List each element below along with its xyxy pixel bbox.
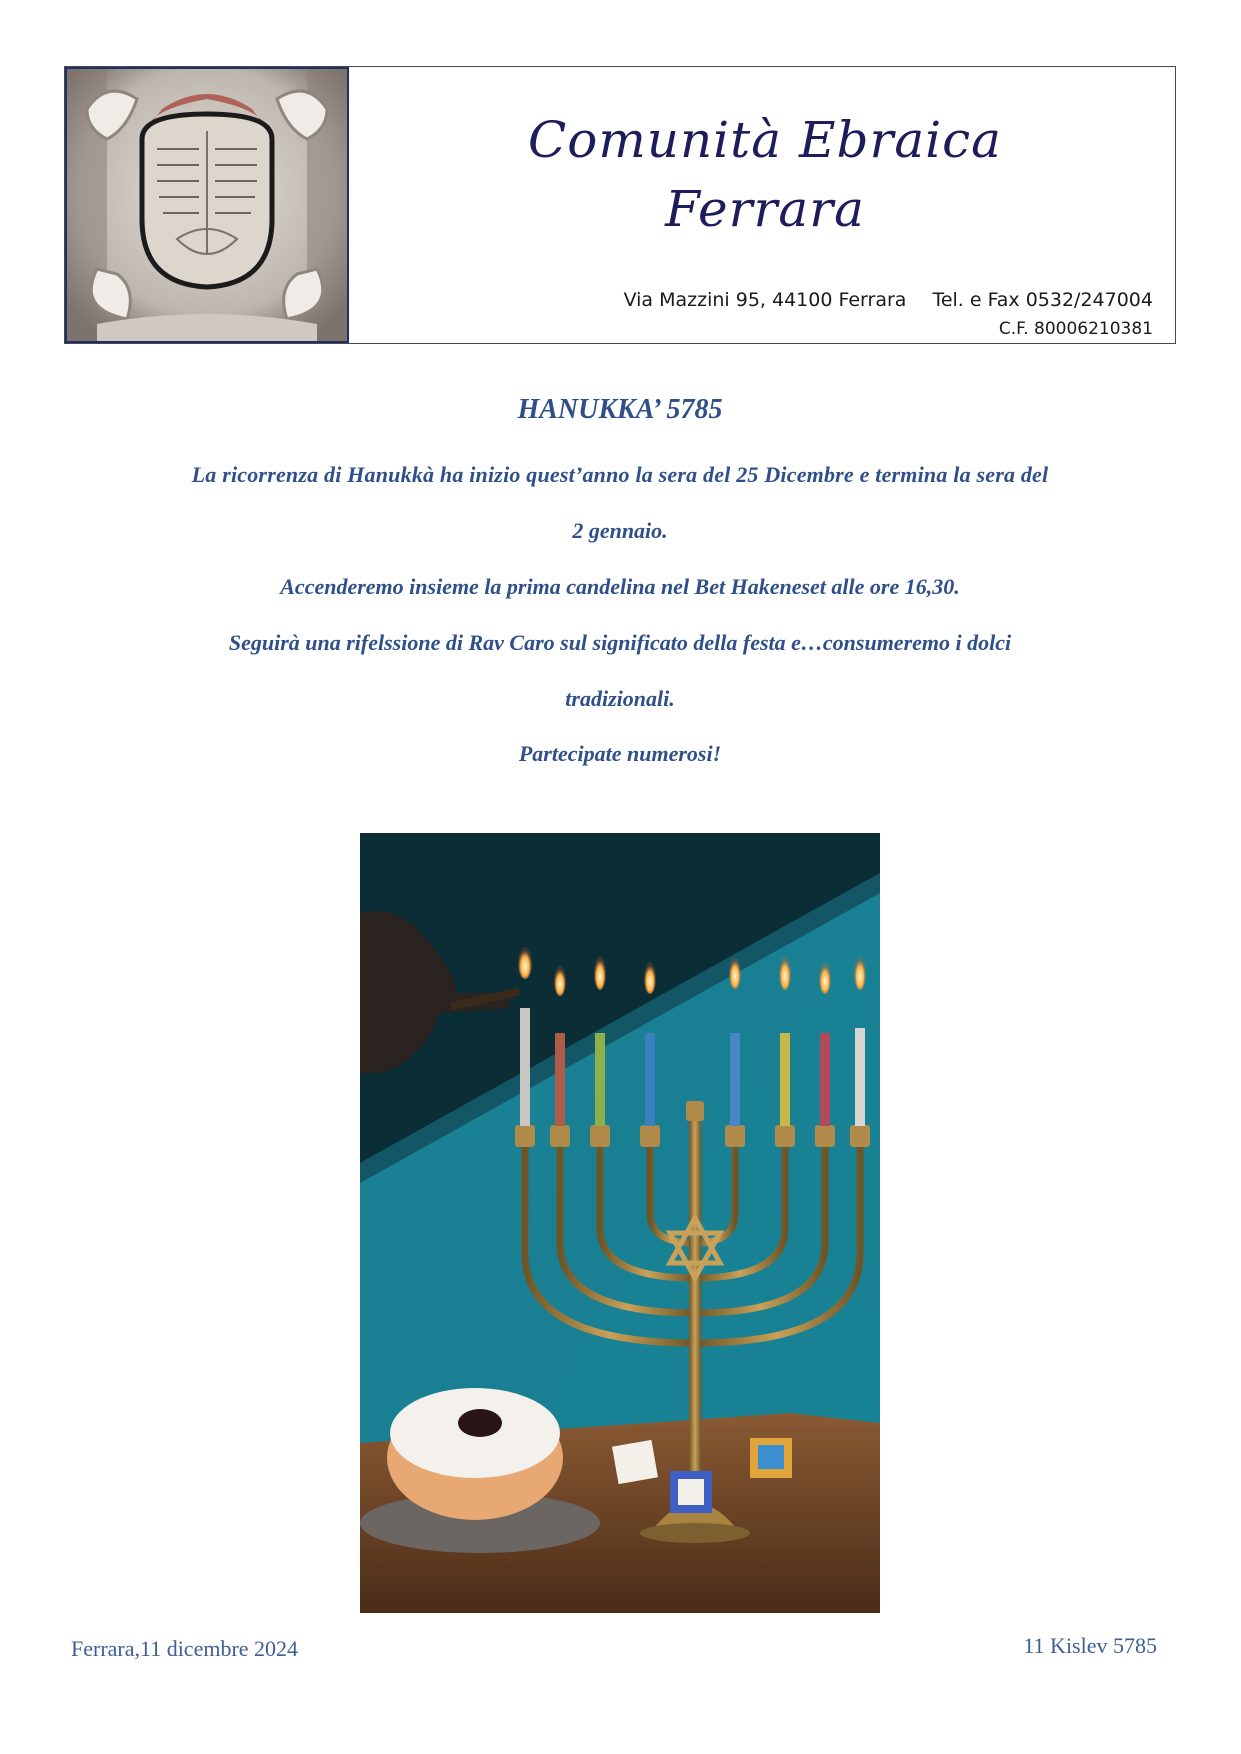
notice-paragraph-1: La ricorrenza di Hanukkà ha inizio quest’anno la sera del 25 Dicembre e termina la sera del <box>191 462 1049 487</box>
tax-code: C.F. 80006210381 <box>998 319 1153 339</box>
notice-paragraph-3-cont: tradizionali. <box>565 686 675 711</box>
crest-image <box>65 67 349 343</box>
hebrew-date: 11 Kislev 5785 <box>1023 1633 1157 1658</box>
street-address: Via Mazzini 95, 44100 Ferrara <box>623 289 907 311</box>
letterhead <box>64 66 1176 344</box>
notice-title: HANUKKA’ 5785 <box>517 394 723 425</box>
organization-city: Ferrara <box>665 180 865 238</box>
notice-paragraph-1-cont: 2 gennaio. <box>572 518 668 543</box>
place-and-date: Ferrara,11 dicembre 2024 <box>71 1636 299 1661</box>
notice-paragraph-2: Accenderemo insieme la prima candelina nel Bet Hakeneset alle ore 16,30. <box>280 574 960 599</box>
phone-fax: Tel. e Fax 0532/247004 <box>932 289 1153 311</box>
notice-paragraph-4: Partecipate numerosi! <box>518 741 722 766</box>
notice-paragraph-3: Seguirà una rifelssione di Rav Caro sul significato della festa e…consumeremo i dolci <box>228 630 1012 655</box>
organization-name: Comunità Ebraica <box>528 111 1002 169</box>
contact-line <box>624 289 1153 311</box>
menorah-photo <box>360 833 880 1613</box>
